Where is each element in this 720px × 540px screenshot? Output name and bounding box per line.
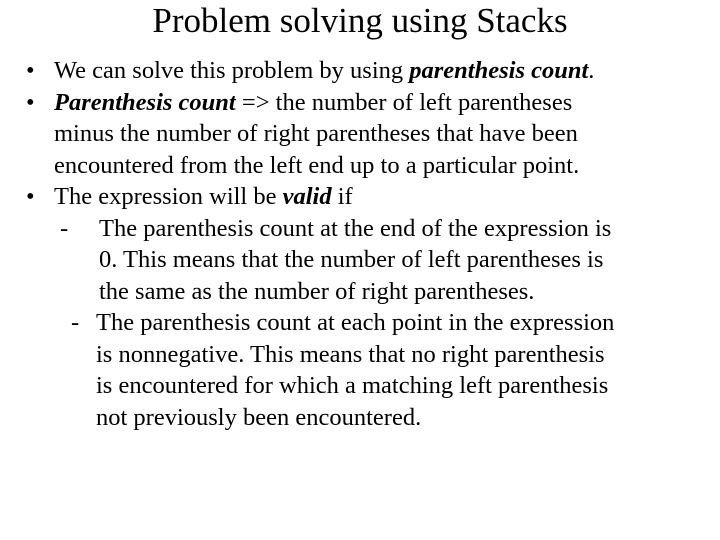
sub-2-line-2: is nonnegative. This means that no right parenthesis [96,340,605,368]
bullet-marker: • [26,57,35,84]
bullet-item-1 [26,55,706,87]
sub-1-line-2: 0. This means that the number of left parentheses is [99,246,604,273]
bullet-2-emphasis: Parenthesis count [54,88,236,116]
bullet-item-3 [26,181,706,213]
bullet-marker: • [26,183,35,210]
slide-title: Problem solving using Stacks [152,1,568,40]
dash-marker: - [60,214,69,242]
bullet-3-line-1 [54,181,706,213]
sub-2-line-1: The parenthesis count at each point in the expression [96,309,615,336]
bullet-list [26,55,706,433]
sub-item-1 [60,213,706,308]
bullet-2-line-3: encountered from the left end up to a particular point. [54,151,580,179]
bullet-2-line-2: minus the number of right parentheses that have been [54,120,578,147]
bullet-1-text: We can solve this problem by using [54,57,410,84]
bullet-1-line-1 [54,55,706,87]
dash-marker: - [71,309,80,336]
bullet-1-emphasis: parenthesis count [409,57,589,84]
bullet-marker: • [26,88,35,116]
bullet-3-text: The expression will be [54,183,283,210]
bullet-2-text: => the number of left parentheses [235,88,573,116]
bullet-1-period: . [588,57,595,84]
sub-2-line-4: not previously been encountered. [96,403,422,431]
bullet-2-line-1 [54,87,706,119]
sub-2-line-3: is encountered for which a matching left parenthesis [96,372,609,399]
bullet-item-2 [26,87,706,182]
bullet-3-emphasis: valid [282,183,332,210]
sub-1-line-1: The parenthesis count at the end of the expression is [99,214,612,242]
sub-1-line-3: the same as the number of right parentheses. [99,277,535,305]
sub-item-2 [71,307,706,433]
bullet-3-suffix: if [331,183,353,210]
